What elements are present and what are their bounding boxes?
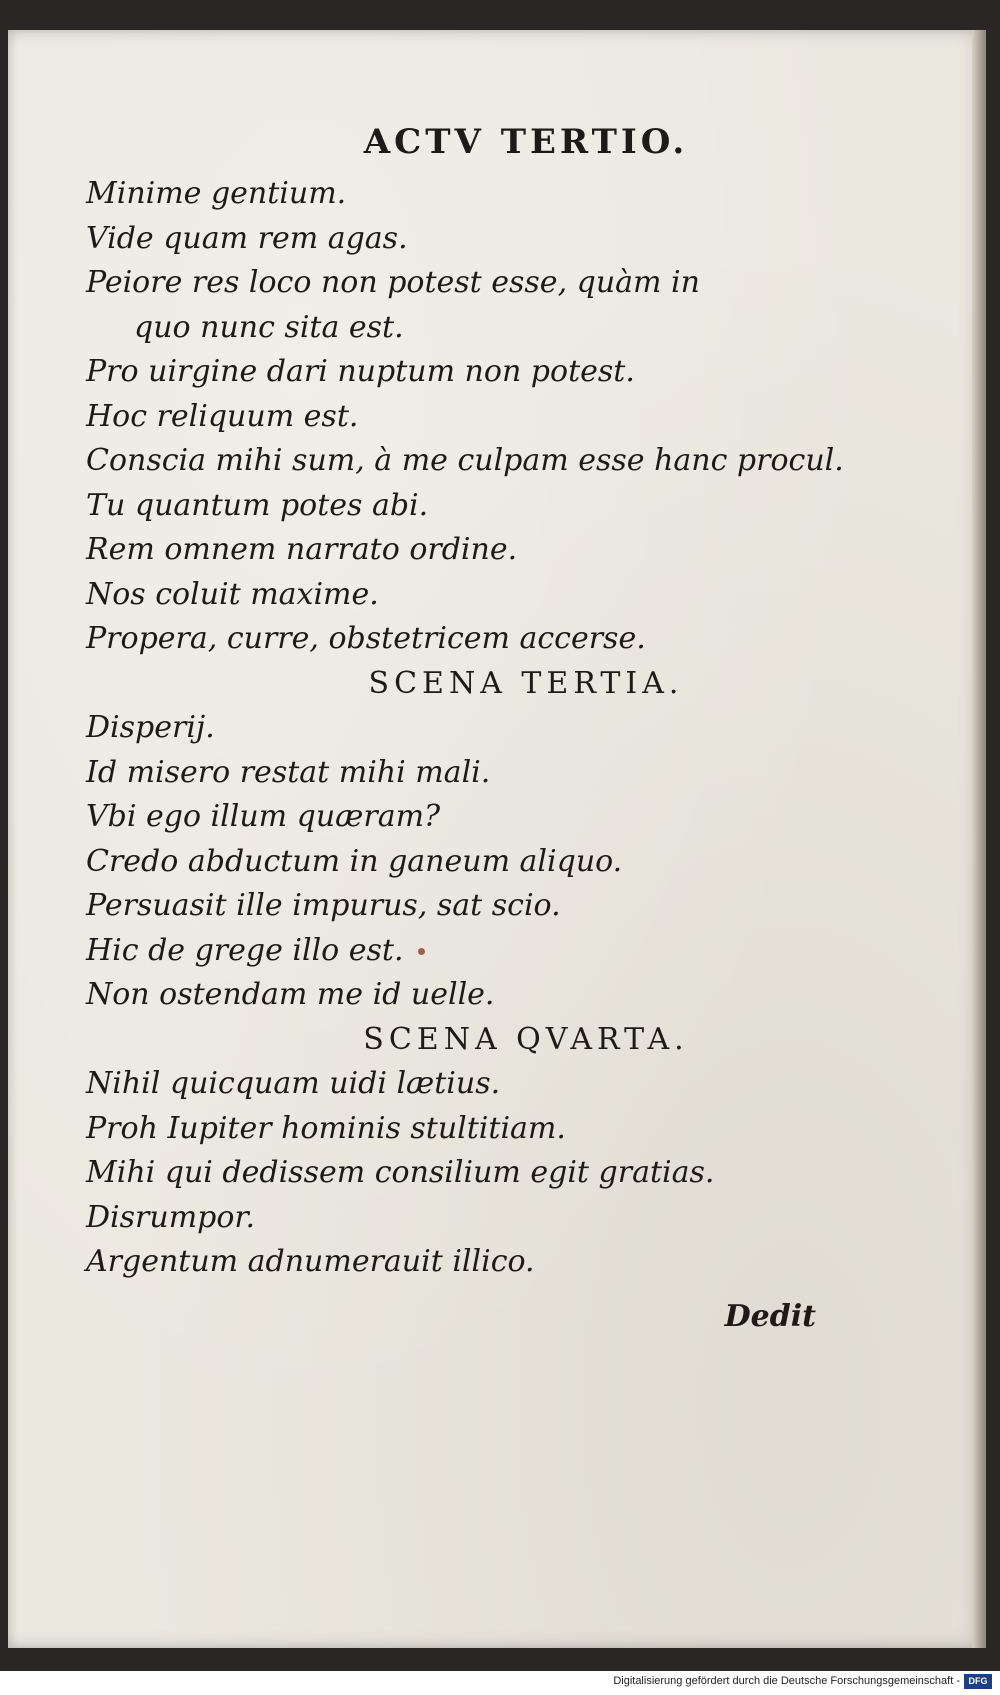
scene-tertia-passage	[86, 706, 906, 1018]
text-line: quo nunc sita est.	[134, 309, 404, 345]
text-line: Conscia mihi sum, à me culpam esse hanc procul.	[86, 443, 844, 478]
text-line: Non ostendam me id uelle.	[86, 977, 495, 1012]
binding-edge	[972, 30, 986, 1648]
digitization-footer	[0, 1671, 1000, 1695]
text-line: Credo abductum in ganeum aliquo.	[86, 843, 623, 879]
text-line: Id misero restat mihi mali.	[86, 754, 491, 790]
text-line: Disperij.	[86, 710, 215, 745]
dfg-logo-icon: DFG	[964, 1674, 992, 1689]
scene-quarta-passage	[86, 1062, 906, 1285]
running-head: ACTV TERTIO.	[363, 122, 689, 162]
text-line: Peiore res loco non potest esse, quàm in	[86, 265, 700, 300]
text-line: Disrumpor.	[86, 1199, 255, 1235]
text-line: Pro uirgine dari nuptum non potest.	[86, 354, 635, 389]
text-line: Minime gentium.	[86, 176, 347, 211]
scene-heading-tertia: SCENA TERTIA.	[368, 665, 684, 701]
text-line: Hoc reliquum est.	[86, 398, 359, 434]
text-line-with-mark	[86, 929, 906, 974]
text-line: Proh Iupiter hominis stultitiam.	[86, 1110, 566, 1146]
text-line: Argentum adnumerauit illico.	[86, 1244, 535, 1279]
catchword: Dedit	[724, 1298, 816, 1334]
ink-spot-mark	[418, 948, 425, 955]
text-line: Tu quantum potes abi.	[86, 487, 429, 523]
text-line: Hic de grege illo est.	[86, 932, 404, 968]
scene-heading-quarta: SCENA QVARTA.	[363, 1021, 689, 1057]
book-page	[8, 30, 986, 1648]
text-line: Nihil quicquam uidi lætius.	[86, 1066, 501, 1101]
text-line: Rem omnem narrato ordine.	[86, 532, 518, 567]
act-passage	[86, 172, 906, 662]
text-line: Persuasit ille impurus, sat scio.	[86, 888, 561, 923]
funding-credit: Digitalisierung gefördert durch die Deutsche Forschungsgemeinschaft -	[613, 1675, 960, 1687]
text-line: Mihi qui dedissem consilium egit gratias.	[86, 1155, 715, 1190]
page-text	[86, 122, 906, 1334]
text-line: Nos coluit maxime.	[86, 576, 379, 612]
text-line: Propera, curre, obstetricem accerse.	[86, 621, 646, 656]
text-line: Vbi ego illum quæram?	[86, 799, 441, 834]
text-line: Vide quam rem agas.	[86, 220, 408, 256]
